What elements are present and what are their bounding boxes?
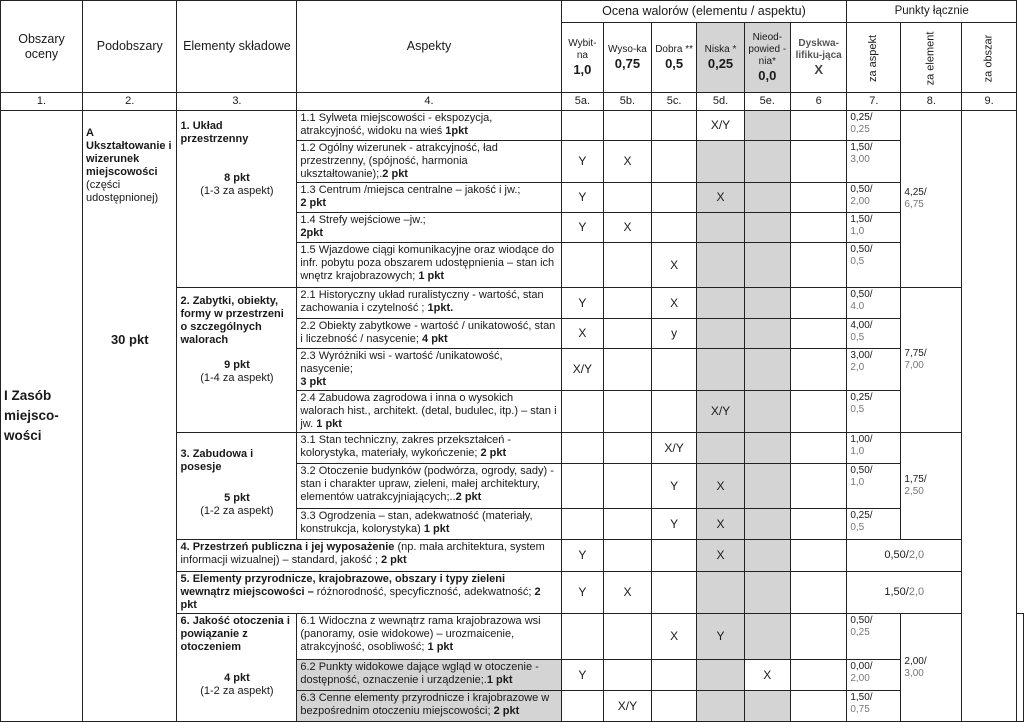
mark-dyskwalifikujaca <box>791 614 847 660</box>
mark-dobra: X/Y <box>651 433 697 464</box>
score-header-dobra: Dobra ** 0,5 <box>651 23 697 93</box>
mark-dyskwalifikujaca <box>791 243 847 288</box>
element-4: 4. Przestrzeń publiczna i jej wyposażenie (np. mała architektura, system informacji wizualnej) – standard, jakość ; 2 pkt <box>177 540 561 572</box>
mark-wybitna <box>561 391 604 433</box>
mark-wysoka <box>604 391 652 433</box>
score-header-wybitna: Wybit-na 1,0 <box>561 23 604 93</box>
subarea-cell <box>83 111 177 722</box>
element-range: (1-2 za aspekt) <box>200 685 274 697</box>
element-2-total: 7,75/ 7,00 <box>901 288 962 433</box>
mark-wybitna <box>561 509 604 540</box>
points-header-element: za element <box>901 23 962 93</box>
mark-wysoka <box>604 319 652 349</box>
mark-dyskwalifikujaca <box>791 141 847 183</box>
mark-niska <box>697 433 744 464</box>
mark-wybitna: Y <box>561 660 604 691</box>
mark-wysoka: X <box>604 572 652 614</box>
mark-dyskwalifikujaca <box>791 509 847 540</box>
mark-dyskwalifikujaca <box>791 464 847 509</box>
mark-dyskwalifikujaca <box>791 660 847 691</box>
header-obszary: Obszary oceny <box>1 1 83 93</box>
mark-dyskwalifikujaca <box>791 213 847 243</box>
element-5-total: 1,50/2,0 <box>847 572 962 614</box>
aspect-3-2: 3.2 Otoczenie budynków (podwórza, ogrody, sady) - stan i charakter upraw, zieleni, małej architektury, elementów uatrakcyjniających;..2 pkt <box>297 464 561 509</box>
mark-wysoka <box>604 183 652 213</box>
aspect-6-3: 6.3 Cenne elementy przyrodnicze i krajobrazowe w bezpośrednim otoczeniu miejscowości; 2 pkt <box>297 691 561 722</box>
area-name: I Zasób miejsco-wości <box>4 388 59 443</box>
mark-niska <box>697 213 744 243</box>
aspect-1-4: 1.4 Strefy wejściowe –jw.; 2pkt <box>297 213 561 243</box>
mark-niska <box>697 243 744 288</box>
area-total-cell-lower <box>1017 614 1024 722</box>
element-6-cell <box>177 614 297 722</box>
col-number: 9. <box>962 93 1017 111</box>
mark-nieodpowiednia: X <box>744 660 790 691</box>
header-ocena-walorow: Ocena walorów (elementu / aspektu) <box>561 1 847 23</box>
mark-wybitna <box>561 464 604 509</box>
mark-niska: X <box>697 509 744 540</box>
mark-wybitna <box>561 111 604 141</box>
mark-wysoka: X <box>604 141 652 183</box>
header-elementy: Elementy składowe <box>177 1 297 93</box>
mark-dobra <box>651 391 697 433</box>
mark-niska <box>697 349 744 391</box>
aspect-2-4: 2.4 Zabudowa zagrodowa i inna o wysokich walorach hist., architekt. (detal, budulec, itp.) – stan i jw. 1 pkt <box>297 391 561 433</box>
aspect-points: 1,50/ 1,0 <box>847 213 901 243</box>
aspect-6-2: 6.2 Punkty widokowe dające wgląd w otoczenie - dostępność, oznaczenie i urządzenie;.1 pkt <box>297 660 561 691</box>
element-1-cell <box>177 111 297 288</box>
aspect-points: 0,50/ 4.0 <box>847 288 901 319</box>
col-number: 3. <box>177 93 297 111</box>
mark-wysoka <box>604 288 652 319</box>
mark-wybitna: Y <box>561 183 604 213</box>
mark-nieodpowiednia <box>744 111 790 141</box>
mark-dobra: Y <box>651 509 697 540</box>
element-3-total: 1,75/ 2,50 <box>901 433 962 540</box>
mark-dyskwalifikujaca <box>791 349 847 391</box>
mark-wysoka: X <box>604 213 652 243</box>
element-title: 2. Zabytki, obiekty, formy w przestrzeni o szczególnych walorach <box>180 295 284 346</box>
mark-dobra: X <box>651 288 697 319</box>
col-number: 1. <box>1 93 83 111</box>
mark-nieodpowiednia <box>744 464 790 509</box>
points-header-aspekt: za aspekt <box>847 23 901 93</box>
mark-niska: X <box>697 464 744 509</box>
element-title: 6. Jakość otoczenia i powiązanie z otoczeniem <box>180 615 290 653</box>
mark-dyskwalifikujaca <box>791 183 847 213</box>
aspect-1-3: 1.3 Centrum /miejsca centralne – jakość i jw.; 2 pkt <box>297 183 561 213</box>
element-points: 5 pkt <box>224 492 250 504</box>
mark-wysoka <box>604 433 652 464</box>
mark-dobra <box>651 141 697 183</box>
mark-niska <box>697 572 744 614</box>
col-number: 2. <box>83 93 177 111</box>
aspect-points: 3,00/ 2,0 <box>847 349 901 391</box>
mark-niska: X/Y <box>697 111 744 141</box>
aspect-points: 0,00/ 2,00 <box>847 660 901 691</box>
col-number: 6 <box>791 93 847 111</box>
col-number: 8. <box>901 93 962 111</box>
mark-dobra <box>651 540 697 572</box>
mark-niska: X <box>697 183 744 213</box>
mark-dyskwalifikujaca <box>791 391 847 433</box>
mark-wysoka <box>604 614 652 660</box>
mark-nieodpowiednia <box>744 614 790 660</box>
points-header-obszar: za obszar <box>962 23 1017 93</box>
mark-dyskwalifikujaca <box>791 433 847 464</box>
area-points: 30 pkt <box>110 332 149 347</box>
mark-wysoka <box>604 509 652 540</box>
mark-wybitna: Y <box>561 141 604 183</box>
mark-nieodpowiednia <box>744 540 790 572</box>
mark-dobra <box>651 691 697 722</box>
mark-dobra <box>651 183 697 213</box>
mark-dobra: Y <box>651 464 697 509</box>
mark-nieodpowiednia <box>744 433 790 464</box>
mark-nieodpowiednia <box>744 572 790 614</box>
mark-dobra <box>651 572 697 614</box>
subarea-name: Ukształtowanie i wizerunek miejscowości <box>86 140 172 178</box>
element-2-cell <box>177 288 297 433</box>
mark-niska <box>697 319 744 349</box>
mark-dobra <box>651 349 697 391</box>
aspect-2-1: 2.1 Historyczny układ ruralistyczny - wartość, stan zachowania i czytelność ; 1pkt. <box>297 288 561 319</box>
mark-wysoka <box>604 464 652 509</box>
aspect-2-3: 2.3 Wyróżniki wsi - wartość /unikatowość, nasycenie; 3 pkt <box>297 349 561 391</box>
element-range: (1-4 za aspekt) <box>200 372 274 384</box>
subarea-code: A <box>86 127 94 139</box>
header-podobszary: Podobszary <box>83 1 177 93</box>
mark-dyskwalifikujaca <box>791 111 847 141</box>
mark-wybitna: X/Y <box>561 349 604 391</box>
element-title: 1. Układ przestrzenny <box>180 120 249 145</box>
aspect-1-5: 1.5 Wjazdowe ciągi komunikacyjne oraz wiodące do infr. pobytu poza obszarem udostępnienia – stan ich wnętrz krajobrazowych; 1 pkt <box>297 243 561 288</box>
header-punkty-lacznie: Punkty łącznie <box>847 1 1017 23</box>
mark-dobra: y <box>651 319 697 349</box>
aspect-1-2: 1.2 Ogólny wizerunek - atrakcyjność, ład przestrzenny, (spójność, harmonia ukształtowanie);.2 pkt <box>297 141 561 183</box>
col-number: 5a. <box>561 93 604 111</box>
mark-wybitna <box>561 691 604 722</box>
element-points: 9 pkt <box>224 359 250 371</box>
mark-wybitna: X <box>561 319 604 349</box>
table-row <box>1 111 1024 141</box>
aspect-points: 0,50/ 0,25 <box>847 614 901 660</box>
element-range: (1-3 za aspekt) <box>200 185 274 197</box>
score-header-dyskwalifikujaca: Dyskwa-lifiku-jąca X <box>791 23 847 93</box>
col-number: 4. <box>297 93 561 111</box>
mark-dyskwalifikujaca <box>791 319 847 349</box>
mark-dyskwalifikujaca <box>791 691 847 722</box>
mark-wybitna: Y <box>561 572 604 614</box>
mark-wysoka <box>604 540 652 572</box>
aspect-points: 0,25/ 0,5 <box>847 391 901 433</box>
aspect-points: 0,50/ 1,0 <box>847 464 901 509</box>
score-header-nieodpowiednia: Nieod-powied -nia* 0,0 <box>744 23 790 93</box>
mark-wysoka <box>604 243 652 288</box>
aspect-points: 1,00/ 1,0 <box>847 433 901 464</box>
col-number: 5b. <box>604 93 652 111</box>
score-header-wysoka: Wyso-ka 0,75 <box>604 23 652 93</box>
aspect-points: 1,50/ 3,00 <box>847 141 901 183</box>
element-range: (1-2 za aspekt) <box>200 505 274 517</box>
mark-dyskwalifikujaca <box>791 572 847 614</box>
mark-wybitna <box>561 243 604 288</box>
mark-nieodpowiednia <box>744 288 790 319</box>
element-title: 3. Zabudowa i posesje <box>180 448 254 473</box>
col-number: 5e. <box>744 93 790 111</box>
mark-nieodpowiednia <box>744 391 790 433</box>
col-number: 7. <box>847 93 901 111</box>
header-aspekty: Aspekty <box>297 1 561 93</box>
mark-nieodpowiednia <box>744 213 790 243</box>
subarea-note: (części udostępnionej) <box>86 179 159 204</box>
mark-dobra: X <box>651 243 697 288</box>
mark-dobra <box>651 660 697 691</box>
mark-nieodpowiednia <box>744 319 790 349</box>
area-cell <box>1 111 83 722</box>
mark-wysoka <box>604 349 652 391</box>
mark-niska: X/Y <box>697 391 744 433</box>
element-4-total: 0,50/2,0 <box>847 540 962 572</box>
mark-wysoka <box>604 111 652 141</box>
aspect-3-3: 3.3 Ogrodzenia – stan, adekwatność (materiały, konstrukcja, kolorystyka) 1 pkt <box>297 509 561 540</box>
mark-wybitna <box>561 614 604 660</box>
mark-dobra <box>651 213 697 243</box>
mark-niska <box>697 288 744 319</box>
mark-dobra <box>651 111 697 141</box>
aspect-points: 0,25/ 0,5 <box>847 509 901 540</box>
area-total-cell <box>962 111 1017 722</box>
element-points: 4 pkt <box>224 672 250 684</box>
aspect-points: 0,50/ 2,00 <box>847 183 901 213</box>
mark-wysoka: X/Y <box>604 691 652 722</box>
col-number: 5d. <box>697 93 744 111</box>
mark-wybitna: Y <box>561 540 604 572</box>
mark-nieodpowiednia <box>744 183 790 213</box>
mark-nieodpowiednia <box>744 509 790 540</box>
aspect-1-1: 1.1 Sylweta miejscowości - ekspozycja, atrakcyjność, widoku na wieś 1pkt <box>297 111 561 141</box>
aspect-points: 0,50/ 0,5 <box>847 243 901 288</box>
mark-nieodpowiednia <box>744 349 790 391</box>
element-points: 8 pkt <box>224 172 250 184</box>
aspect-points: 0,25/ 0,25 <box>847 111 901 141</box>
element-5: 5. Elementy przyrodnicze, krajobrazowe, obszary i typy zieleni wewnątrz miejscowości – różnorodność, specyficzność, adekwatność; 2 pkt <box>177 572 561 614</box>
mark-nieodpowiednia <box>744 691 790 722</box>
element-6-total: 2,00/ 3,00 <box>901 614 962 722</box>
mark-dyskwalifikujaca <box>791 288 847 319</box>
aspect-3-1: 3.1 Stan techniczny, zakres przekształceń - kolorystyka, materiały, wykończenie; 2 pkt <box>297 433 561 464</box>
col-number: 5c. <box>651 93 697 111</box>
mark-niska <box>697 141 744 183</box>
aspect-6-1: 6.1 Widoczna z wewnątrz rama krajobrazowa wsi (panoramy, osie widokowe) – urozmaicenie, atrakcyjność, osobliwość; 1 pkt <box>297 614 561 660</box>
mark-nieodpowiednia <box>744 243 790 288</box>
mark-wysoka <box>604 660 652 691</box>
mark-niska: Y <box>697 614 744 660</box>
aspect-2-2: 2.2 Obiekty zabytkowe - wartość / unikatowość, stan i liczebność / nasycenie; 4 pkt <box>297 319 561 349</box>
mark-dobra: X <box>651 614 697 660</box>
aspect-points: 1,50/ 0,75 <box>847 691 901 722</box>
aspect-points: 4,00/ 0,5 <box>847 319 901 349</box>
mark-niska <box>697 691 744 722</box>
mark-niska: X <box>697 540 744 572</box>
element-1-total: 4,25/ 6,75 <box>901 111 962 288</box>
mark-nieodpowiednia <box>744 141 790 183</box>
mark-niska <box>697 660 744 691</box>
mark-wybitna <box>561 433 604 464</box>
mark-wybitna: Y <box>561 213 604 243</box>
mark-dyskwalifikujaca <box>791 540 847 572</box>
mark-wybitna: Y <box>561 288 604 319</box>
score-header-niska: Niska * 0,25 <box>697 23 744 93</box>
element-3-cell <box>177 433 297 540</box>
